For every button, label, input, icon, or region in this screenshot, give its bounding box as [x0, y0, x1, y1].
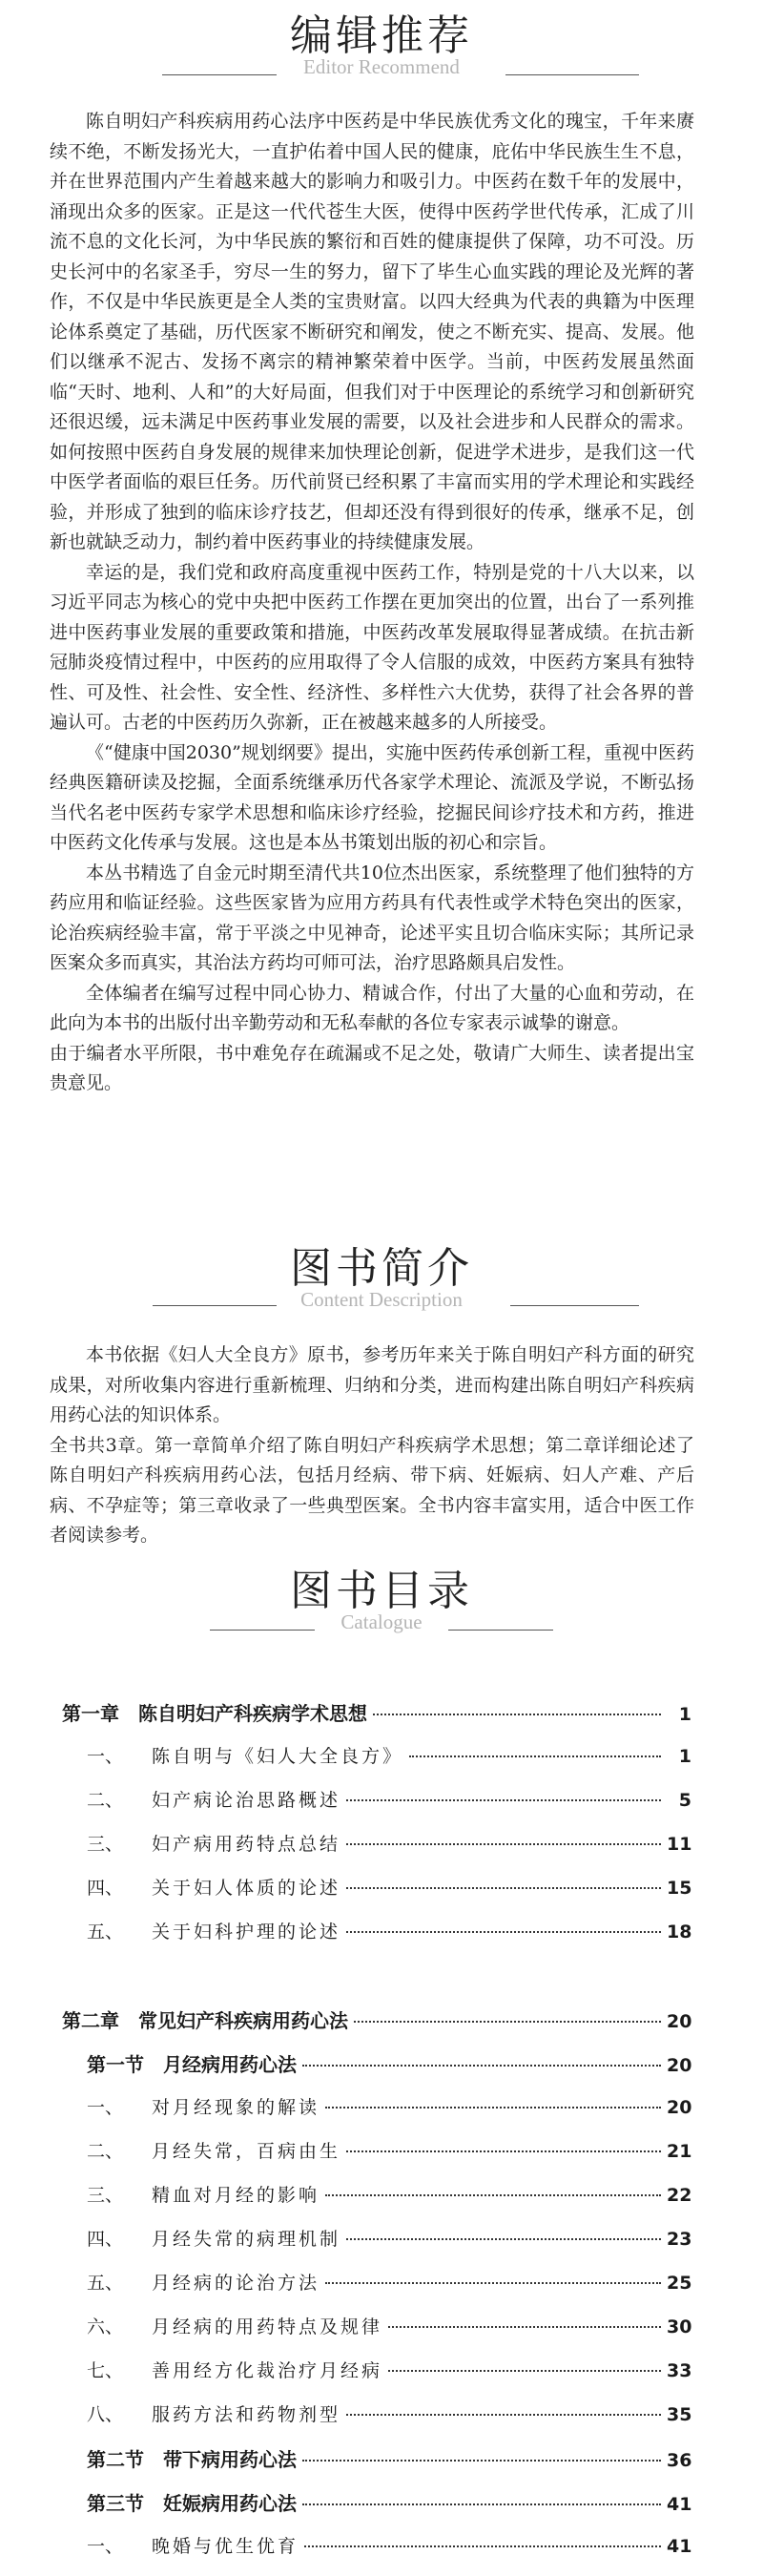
toc-page-number: 25 — [667, 2273, 692, 2294]
toc-item-label: 月经病的论治方法 — [152, 2273, 320, 2294]
toc-item-number: 一、 — [87, 2097, 124, 2118]
toc-section-label: 第二节 带下病用药心法 — [87, 2448, 297, 2471]
toc-item-number: 四、 — [87, 1878, 124, 1899]
toc-section-3[interactable] — [62, 2488, 691, 2532]
toc-page-number: 21 — [667, 2141, 692, 2162]
toc-leader — [302, 2460, 661, 2462]
toc-item-number: 五、 — [87, 1922, 124, 1942]
toc-page-number: 5 — [678, 1790, 691, 1811]
toc-item-number: 一、 — [87, 1746, 124, 1767]
editor-paragraph: 《“健康中国2030”规划纲要》提出，实施中医药传承创新工程，重视中医药经典医籍研读及挖掘，全面系统继承历代各家学术理论、流派及学说，不断弘扬当代名老中医药专家学术思想和临床诊疗经验，挖掘民间诊疗技术和方药，推进中医药文化传承与发展。这也是本丛书策划出版的初心和宗旨。 — [50, 741, 694, 853]
editor-paragraph: 全体编者在编写过程中同心协力、精诚合作，付出了大量的心血和劳动，在此向为本书的出版付出辛勤劳动和无私奉献的各位专家表示诚挚的谢意。 — [50, 982, 694, 1033]
toc-item-label: 妇产病用药特点总结 — [152, 1834, 341, 1855]
toc-chapter-1[interactable] — [62, 1698, 691, 1742]
toc-page-number: 1 — [678, 1746, 691, 1767]
toc-leader — [325, 2194, 661, 2196]
toc-item[interactable] — [62, 2269, 691, 2313]
toc-page-number: 1 — [678, 1704, 691, 1725]
toc-item[interactable] — [62, 2400, 691, 2444]
toc-leader — [388, 2326, 661, 2328]
toc-item[interactable] — [62, 1874, 691, 1918]
toc-item-number: 二、 — [87, 1790, 124, 1811]
toc-item[interactable] — [62, 1830, 691, 1874]
toc-leader — [325, 2107, 661, 2109]
toc-leader — [354, 2021, 661, 2023]
toc-leader — [304, 2545, 661, 2547]
toc-item-number: 四、 — [87, 2229, 124, 2250]
toc-page-number: 35 — [667, 2404, 692, 2425]
toc-leader — [346, 1843, 661, 1845]
toc-item-number: 六、 — [87, 2316, 124, 2337]
toc-page-number: 33 — [667, 2360, 692, 2381]
toc-page-number: 18 — [667, 1922, 692, 1942]
editor-paragraph: 幸运的是，我们党和政府高度重视中医药工作，特别是党的十八大以来，以习近平同志为核心的党中央把中医药工作摆在更加突出的位置，出台了一系列推进中医药事业发展的重要政策和措施，中医药改革发展取得显著成绩。在抗击新冠肺炎疫情过程中，中医药的应用取得了令人信服的成效，中医药方案具有独特性、可及性、社会性、安全性、经济性、多样性六大优势，获得了社会各界的普遍认可。古老的中医药历久弥新，正在被越来越多的人所接受。 — [50, 561, 694, 733]
editor-rule-left — [162, 74, 277, 75]
toc-leader — [346, 2238, 661, 2240]
editor-paragraph: 本丛书精选了自金元时期至清代共10位杰出医家，系统整理了他们独特的方药应用和临证经验。这些医家皆为应用方药具有代表性或学术特色突出的医家，论治疾病经验丰富，常于平淡之中见神奇，论述平实且切合临床实际；其所记录医案众多而真实，其治法方药均可师可法，治疗思路颇具启发性。 — [50, 862, 694, 973]
content-heading — [0, 1242, 763, 1311]
toc-item-number: 七、 — [87, 2360, 124, 2381]
toc-item-label: 月经病的用药特点及规律 — [152, 2316, 383, 2337]
toc-page-number: 20 — [667, 2055, 692, 2076]
toc-item[interactable] — [62, 2137, 691, 2181]
content-paragraph: 本书依据《妇人大全良方》原书，参考历年来关于陈自明妇产科方面的研究成果，对所收集内容进行重新梳理、归纳和分类，进而构建出陈自明妇产科疾病用药心法的知识体系。 — [50, 1344, 694, 1425]
toc-leader — [302, 2065, 661, 2067]
toc-item-label: 对月经现象的解读 — [152, 2097, 320, 2118]
toc-chapter-2[interactable] — [62, 2005, 691, 2049]
editor-rule-right — [505, 74, 639, 75]
toc-item-label: 妇产病论治思路概述 — [152, 1790, 341, 1811]
toc-item-label: 善用经方化裁治疗月经病 — [152, 2360, 383, 2381]
content-rule-left — [153, 1305, 277, 1306]
table-of-contents — [62, 1698, 691, 2576]
toc-item[interactable] — [62, 2532, 691, 2576]
toc-section-1[interactable] — [62, 2049, 691, 2093]
toc-leader — [373, 1714, 661, 1715]
toc-spacer — [62, 1962, 691, 2005]
toc-item-label: 月经失常，百病由生 — [152, 2141, 341, 2162]
toc-page-number: 41 — [667, 2494, 692, 2515]
catalogue-subtitle: Catalogue — [340, 1610, 423, 1633]
toc-leader — [388, 2370, 661, 2372]
toc-leader — [302, 2503, 661, 2505]
toc-item-label: 月经失常的病理机制 — [152, 2229, 341, 2250]
toc-item-number: 三、 — [87, 1834, 124, 1855]
toc-section-2[interactable] — [62, 2444, 691, 2488]
toc-page-number: 11 — [667, 1834, 692, 1855]
toc-page-number: 41 — [667, 2536, 692, 2557]
editor-closing: 由于编者水平所限，书中难免存在疏漏或不足之处，敬请广大师生、读者提出宝贵意见。 — [50, 1042, 694, 1093]
toc-item[interactable] — [62, 2093, 691, 2137]
toc-page-number: 36 — [667, 2450, 692, 2471]
toc-item-label: 关于妇人体质的论述 — [152, 1878, 341, 1899]
toc-section-label: 第一节 月经病用药心法 — [87, 2053, 297, 2076]
catalogue-title: 图书目录 — [290, 1567, 473, 1615]
editor-body — [50, 107, 694, 1099]
toc-item-number: 五、 — [87, 2273, 124, 2294]
content-summary: 全书共3章。第一章简单介绍了陈自明妇产科疾病学术思想；第二章详细论述了陈自明妇产科疾病用药心法，包括月经病、带下病、妊娠病、妇人产难、产后病、不孕症等；第三章收录了一些典型医案。全书内容丰富实用，适合中医工作者阅读参考。 — [50, 1434, 694, 1546]
toc-item-label: 陈自明与《妇人大全良方》 — [152, 1746, 404, 1767]
toc-page-number: 30 — [667, 2316, 692, 2337]
content-body — [50, 1340, 694, 1551]
toc-item-number: 三、 — [87, 2185, 124, 2206]
catalogue-rule-right — [448, 1630, 553, 1631]
editor-title: 编辑推荐 — [290, 11, 473, 60]
toc-page-number: 22 — [667, 2185, 692, 2206]
toc-item-number: 二、 — [87, 2141, 124, 2162]
toc-leader — [346, 1887, 661, 1889]
editor-heading — [0, 10, 763, 78]
toc-item-label: 关于妇科护理的论述 — [152, 1922, 341, 1942]
toc-chapter-label: 第二章 常见妇产科疾病用药心法 — [62, 2009, 348, 2032]
toc-leader — [325, 2282, 661, 2284]
toc-leader — [346, 2150, 661, 2152]
catalogue-rule-left — [210, 1630, 315, 1631]
toc-item-number: 八、 — [87, 2404, 124, 2425]
toc-leader — [346, 2414, 661, 2416]
toc-item-number: 一、 — [87, 2536, 124, 2557]
toc-item[interactable] — [62, 2357, 691, 2400]
toc-item-label: 精血对月经的影响 — [152, 2185, 320, 2206]
toc-leader — [346, 1799, 661, 1801]
toc-section-label: 第三节 妊娠病用药心法 — [87, 2492, 297, 2515]
editor-subtitle: Editor Recommend — [303, 55, 460, 78]
toc-item[interactable] — [62, 1742, 691, 1786]
toc-page-number: 23 — [667, 2229, 692, 2250]
editor-paragraph: 陈自明妇产科疾病用药心法序中医药是中华民族优秀文化的瑰宝，千年来赓续不绝，不断发扬光大，一直护佑着中国人民的健康，庇佑中华民族生生不息，并在世界范围内产生着越来越大的影响力和吸引力。中医药在数千年的发展中，涌现出众多的医家。正是这一代代苍生大医，使得中医药学世代传承，汇成了川流不息的文化长河，为中华民族的繁衍和百姓的健康提供了保障，功不可没。历史长河中的名家圣手，穷尽一生的努力，留下了毕生心血实践的理论及光辉的著作，不仅是中华民族更是全人类的宝贵财富。以四大经典为代表的典籍为中医理论体系奠定了基础，历代医家不断研究和阐发，使之不断充实、提高、发展。他们以继承不泥古、发扬不离宗的精神繁荣着中医学。当前，中医药发展虽然面临“天时、地利、人和”的大好局面，但我们对于中医理论的系统学习和创新研究还很迟缓，远未满足中医药事业发展的需要，以及社会进步和人民群众的需求。如何按照中医药自身发展的规律来加快理论创新，促进学术进步，是我们这一代中医学者面临的艰巨任务。历代前贤已经积累了丰富而实用的学术理论和实践经验，并形成了独到的临床诊疗技艺，但却还没有得到很好的传承，继承不足，创新也就缺乏动力，制约着中医药事业的持续健康发展。 — [50, 111, 694, 552]
toc-chapter-label: 第一章 陈自明妇产科疾病学术思想 — [62, 1702, 367, 1725]
toc-page-number: 15 — [667, 1878, 692, 1899]
content-rule-right — [510, 1305, 639, 1306]
toc-item-label: 晚婚与优生优育 — [152, 2536, 299, 2557]
toc-item-label: 服药方法和药物剂型 — [152, 2404, 341, 2425]
toc-leader — [409, 1755, 661, 1757]
toc-item[interactable] — [62, 2313, 691, 2357]
toc-item[interactable] — [62, 1918, 691, 1962]
catalogue-heading — [0, 1565, 763, 1633]
toc-page-number: 20 — [667, 2011, 692, 2032]
toc-leader — [346, 1931, 661, 1933]
content-title: 图书简介 — [290, 1244, 473, 1293]
toc-item[interactable] — [62, 1786, 691, 1830]
toc-item[interactable] — [62, 2225, 691, 2269]
toc-page-number: 20 — [667, 2097, 692, 2118]
toc-item[interactable] — [62, 2181, 691, 2225]
content-subtitle: Content Description — [300, 1288, 463, 1311]
